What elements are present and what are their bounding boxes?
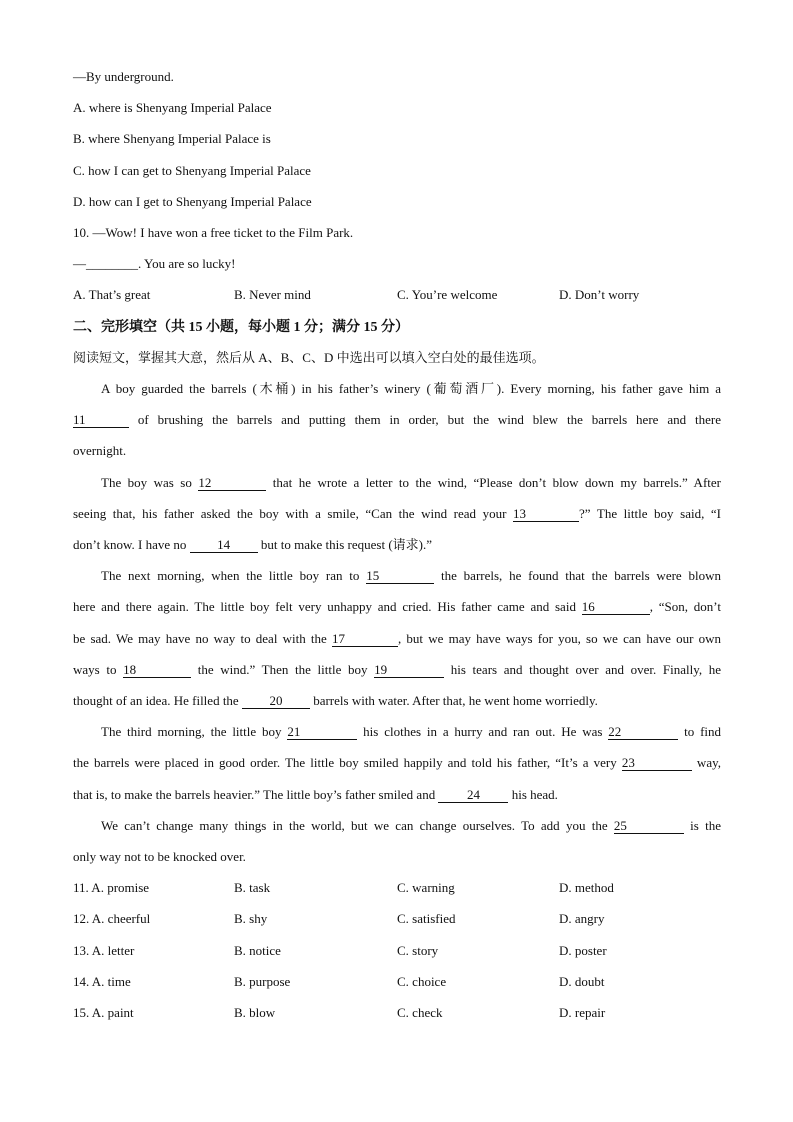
blank-15: 15 <box>366 568 434 584</box>
option-d: D. method <box>559 880 614 895</box>
choice-row-12 <box>73 910 721 928</box>
option-d: D. how can I get to Shenyang Imperial Palace <box>73 194 312 209</box>
option-d: D. Don’t worry <box>559 287 640 302</box>
passage-text: but to make this request (请求).” <box>257 537 433 552</box>
option-c: C. check <box>397 1005 443 1020</box>
passage-line <box>73 536 721 554</box>
passage-line <box>73 411 721 429</box>
passage-line <box>101 380 721 398</box>
option-b: B. shy <box>234 911 268 926</box>
blank-13: 13 <box>513 506 579 522</box>
passage-text: only way not to be knocked over. <box>73 849 246 864</box>
passage-text: ways to <box>73 662 124 677</box>
option-b: B. task <box>234 880 271 895</box>
passage-line <box>73 692 721 710</box>
option-line <box>73 162 721 180</box>
passage-text: that is, to make the barrels heavier.” The little boy’s father smiled and <box>73 787 439 802</box>
passage-text: The boy was so <box>101 475 199 490</box>
option-line <box>73 130 721 148</box>
question-10 <box>73 224 721 242</box>
option-c: C. satisfied <box>397 911 456 926</box>
option-line <box>73 99 721 117</box>
passage-line <box>73 598 721 616</box>
passage-text: to find <box>678 724 721 739</box>
passage-text: don’t know. I have no <box>73 537 190 552</box>
passage-line <box>73 661 721 679</box>
q10-options <box>73 286 721 304</box>
passage-text: barrels with water. After that, he went home worriedly. <box>309 693 598 708</box>
passage-text: that he wrote a letter to the wind, “Please don’t blow down my barrels.” After <box>266 475 721 490</box>
option-a: 14. A. time <box>73 974 131 989</box>
passage-line <box>101 723 721 741</box>
option-d: D. doubt <box>559 974 605 989</box>
passage-line <box>73 505 721 523</box>
section-title: 二、完形填空（共 15 小题，每小题 1 分；满分 15 分） <box>73 320 409 335</box>
blank-22: 22 <box>608 724 678 740</box>
option-b: B. blow <box>234 1005 276 1020</box>
passage-line <box>101 567 721 585</box>
passage-text: A boy guarded the barrels (木桶) in his father’s winery (葡萄酒厂). Every morning, his father gave him a <box>101 381 721 396</box>
passage-text: seeing that, his father asked the boy with a smile, “Can the wind read your <box>73 506 514 521</box>
blank-16: 16 <box>582 599 650 615</box>
option-c: C. how I can get to Shenyang Imperial Palace <box>73 163 311 178</box>
passage-text: The next morning, when the little boy ran to <box>101 568 367 583</box>
passage-text: his tears and thought over and over. Finally, he <box>444 662 721 677</box>
passage-text: The third morning, the little boy <box>101 724 288 739</box>
reply-line <box>73 255 721 273</box>
option-d: D. repair <box>559 1005 606 1020</box>
passage-text: here and there again. The little boy felt very unhappy and cried. His father came and said <box>73 599 582 614</box>
option-a: A. That’s great <box>73 287 151 302</box>
passage-text: thought of an idea. He filled the <box>73 693 242 708</box>
passage-text: ?” The little boy said, “I <box>579 506 721 521</box>
passage-text: overnight. <box>73 443 127 458</box>
option-a: 11. A. promise <box>73 880 150 895</box>
section-heading <box>73 318 721 336</box>
passage-line <box>73 630 721 648</box>
passage-line <box>101 474 721 492</box>
passage-line <box>73 786 721 804</box>
reply-text: —________. You are so lucky! <box>73 256 236 271</box>
blank-18: 18 <box>123 662 191 678</box>
blank-24: 24 <box>438 787 508 803</box>
answer-text: —By underground. <box>73 69 174 84</box>
blank-21: 21 <box>287 724 357 740</box>
option-d: D. poster <box>559 943 607 958</box>
passage-text: is the <box>683 818 721 833</box>
passage-text: the barrels, he found that the barrels were blown <box>434 568 721 583</box>
option-b: B. purpose <box>234 974 291 989</box>
blank-25: 25 <box>614 818 684 834</box>
passage-text: his head. <box>508 787 558 802</box>
passage-text: his clothes in a hurry and ran out. He was <box>357 724 609 739</box>
option-b: B. Never mind <box>234 287 311 302</box>
instruction-text: 阅读短文，掌握其大意，然后从 A、B、C、D 中选出可以填入空白处的最佳选项。 <box>73 350 545 365</box>
passage-line <box>73 754 721 772</box>
blank-14: 14 <box>190 537 258 553</box>
choice-row-13 <box>73 942 721 960</box>
option-c: C. You’re welcome <box>397 287 498 302</box>
passage-text: the barrels were placed in good order. The little boy smiled happily and told his father, “It’s a very <box>73 755 622 770</box>
option-a: 12. A. cheerful <box>73 911 151 926</box>
option-a: 15. A. paint <box>73 1005 134 1020</box>
passage-line <box>73 848 721 866</box>
blank-17: 17 <box>332 631 398 647</box>
answer-line <box>73 68 721 86</box>
option-a: A. where is Shenyang Imperial Palace <box>73 100 272 115</box>
option-c: C. story <box>397 943 439 958</box>
passage-text: the wind.” Then the little boy <box>191 662 375 677</box>
passage-text: be sad. We may have no way to deal with the <box>73 631 332 646</box>
option-c: C. warning <box>397 880 455 895</box>
blank-23: 23 <box>622 755 692 771</box>
passage-text: way, <box>691 755 721 770</box>
blank-19: 19 <box>374 662 444 678</box>
passage-text: , “Son, don’t <box>649 599 721 614</box>
question-text: 10. —Wow! I have won a free ticket to the Film Park. <box>73 225 354 240</box>
passage-line <box>101 817 721 835</box>
choice-row-15 <box>73 1004 721 1022</box>
passage-line <box>73 442 721 460</box>
passage-text: of brushing the barrels and putting them in order, but the wind blew the barrels here and there <box>129 412 721 427</box>
option-a: 13. A. letter <box>73 943 135 958</box>
blank-20: 20 <box>242 693 310 709</box>
option-d: D. angry <box>559 911 605 926</box>
instruction-line <box>73 349 721 367</box>
option-b: B. where Shenyang Imperial Palace is <box>73 131 271 146</box>
option-b: B. notice <box>234 943 281 958</box>
choice-row-11 <box>73 879 721 897</box>
passage-text: We can’t change many things in the world, but we can change ourselves. To add you the <box>101 818 614 833</box>
choice-row-14 <box>73 973 721 991</box>
passage-text: , but we may have ways for you, so we can have our own <box>398 631 721 646</box>
option-c: C. choice <box>397 974 447 989</box>
blank-12: 12 <box>198 475 266 491</box>
blank-11: 11 <box>73 412 129 428</box>
option-line <box>73 193 721 211</box>
